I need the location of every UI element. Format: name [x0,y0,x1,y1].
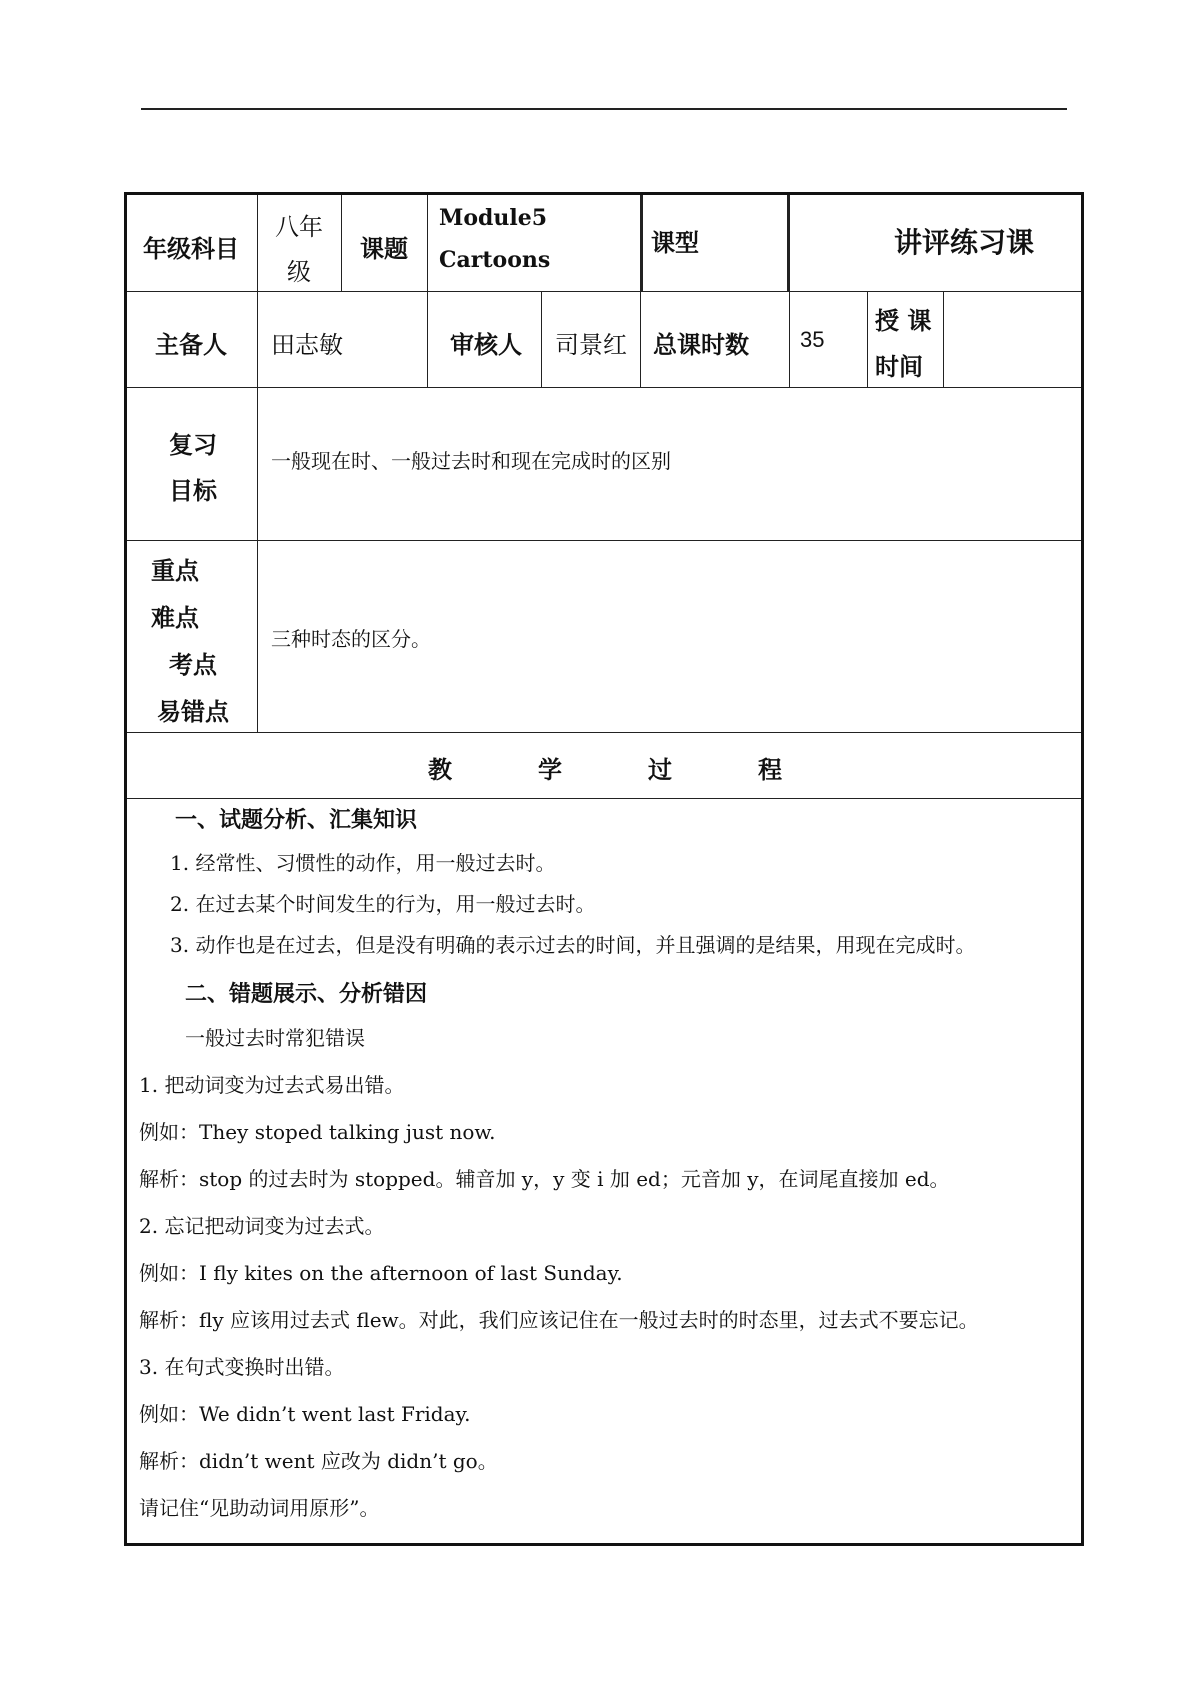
example-line: 例如：I fly kites on the afternoon of last Sunday. [139,1261,623,1285]
row-divider [127,540,1081,541]
header-rule [141,108,1067,110]
review-goal-content: 一般现在时、一般过去时和现在完成时的区别 [271,449,671,473]
col-divider [640,195,643,291]
keypoints-content: 三种时态的区分。 [271,627,431,651]
row-divider [127,387,1081,388]
reviewer-label: 审核人 [450,330,522,359]
preparer-label: 主备人 [155,330,227,359]
error-item: 2. 忘记把动词变为过去式。 [139,1214,385,1238]
section1-title: 一、试题分析、汇集知识 [175,807,418,833]
col-divider [787,195,790,291]
review-goal-label: 目标 [169,476,217,505]
col-divider [257,195,258,291]
error-item: 1. 把动词变为过去式易出错。 [139,1073,405,1097]
keypoints-label: 考点 [169,650,217,679]
process-title-char: 教 [428,755,452,784]
topic-label: 课题 [360,234,408,263]
col-divider [257,387,258,732]
row-divider [127,732,1081,733]
teach-time-label: 授 课 [875,306,932,335]
analysis-line: 解析：fly 应该用过去式 flew。对此，我们应该记住在一般过去时的时态里，过去式不要忘记。 [139,1308,979,1332]
total-hours-value: 35 [800,327,825,352]
keypoints-label: 难点 [151,603,199,632]
grade-value: 级 [287,258,311,286]
topic-value: Module5 [439,205,548,231]
review-goal-label: 复习 [169,430,217,459]
total-hours-label: 总课时数 [653,330,749,359]
section1-item: 2. 在过去某个时间发生的行为，用一般过去时。 [170,892,596,916]
example-line: 例如：They stoped talking just now. [139,1120,496,1144]
col-divider [541,291,542,387]
section1-item: 1. 经常性、习惯性的动作，用一般过去时。 [170,851,556,875]
col-divider [867,291,868,387]
grade-subject-label: 年级科目 [143,234,239,263]
analysis-line: 解析：stop 的过去时为 stopped。辅音加 y，y 变 i 加 ed；元音加 y，在词尾直接加 ed。 [139,1167,950,1191]
col-divider [427,195,428,387]
col-divider [789,291,790,387]
col-divider [640,291,641,387]
section2-title: 二、错题展示、分析错因 [185,981,428,1007]
teach-time-label: 时间 [875,352,923,381]
process-title-char: 过 [648,755,672,784]
keypoints-label: 易错点 [157,697,229,726]
error-item: 3. 在句式变换时出错。 [139,1355,345,1379]
col-divider [943,291,944,387]
row-divider [127,291,1081,292]
reviewer-value: 司景红 [555,331,627,359]
lesson-type-value: 讲评练习课 [894,226,1035,259]
reminder-line: 请记住“见助动词用原形”。 [139,1496,380,1520]
analysis-line: 解析：didn’t went 应改为 didn’t go。 [139,1449,498,1473]
col-divider [257,291,258,387]
process-title-char: 程 [758,755,782,784]
process-title-char: 学 [538,755,562,784]
example-line: 例如：We didn’t went last Friday. [139,1402,471,1426]
keypoints-label: 重点 [151,556,199,585]
grade-value: 八年 [275,213,323,241]
lesson-plan-table [124,192,1084,1546]
section1-item: 3. 动作也是在过去，但是没有明确的表示过去的时间，并且强调的是结果，用现在完成时。 [170,933,976,957]
row-divider [127,798,1081,799]
col-divider [341,195,342,291]
preparer-value: 田志敏 [271,331,343,359]
section2-intro: 一般过去时常犯错误 [185,1026,365,1050]
lesson-type-label: 课型 [651,228,699,257]
topic-value: Cartoons [439,247,551,273]
